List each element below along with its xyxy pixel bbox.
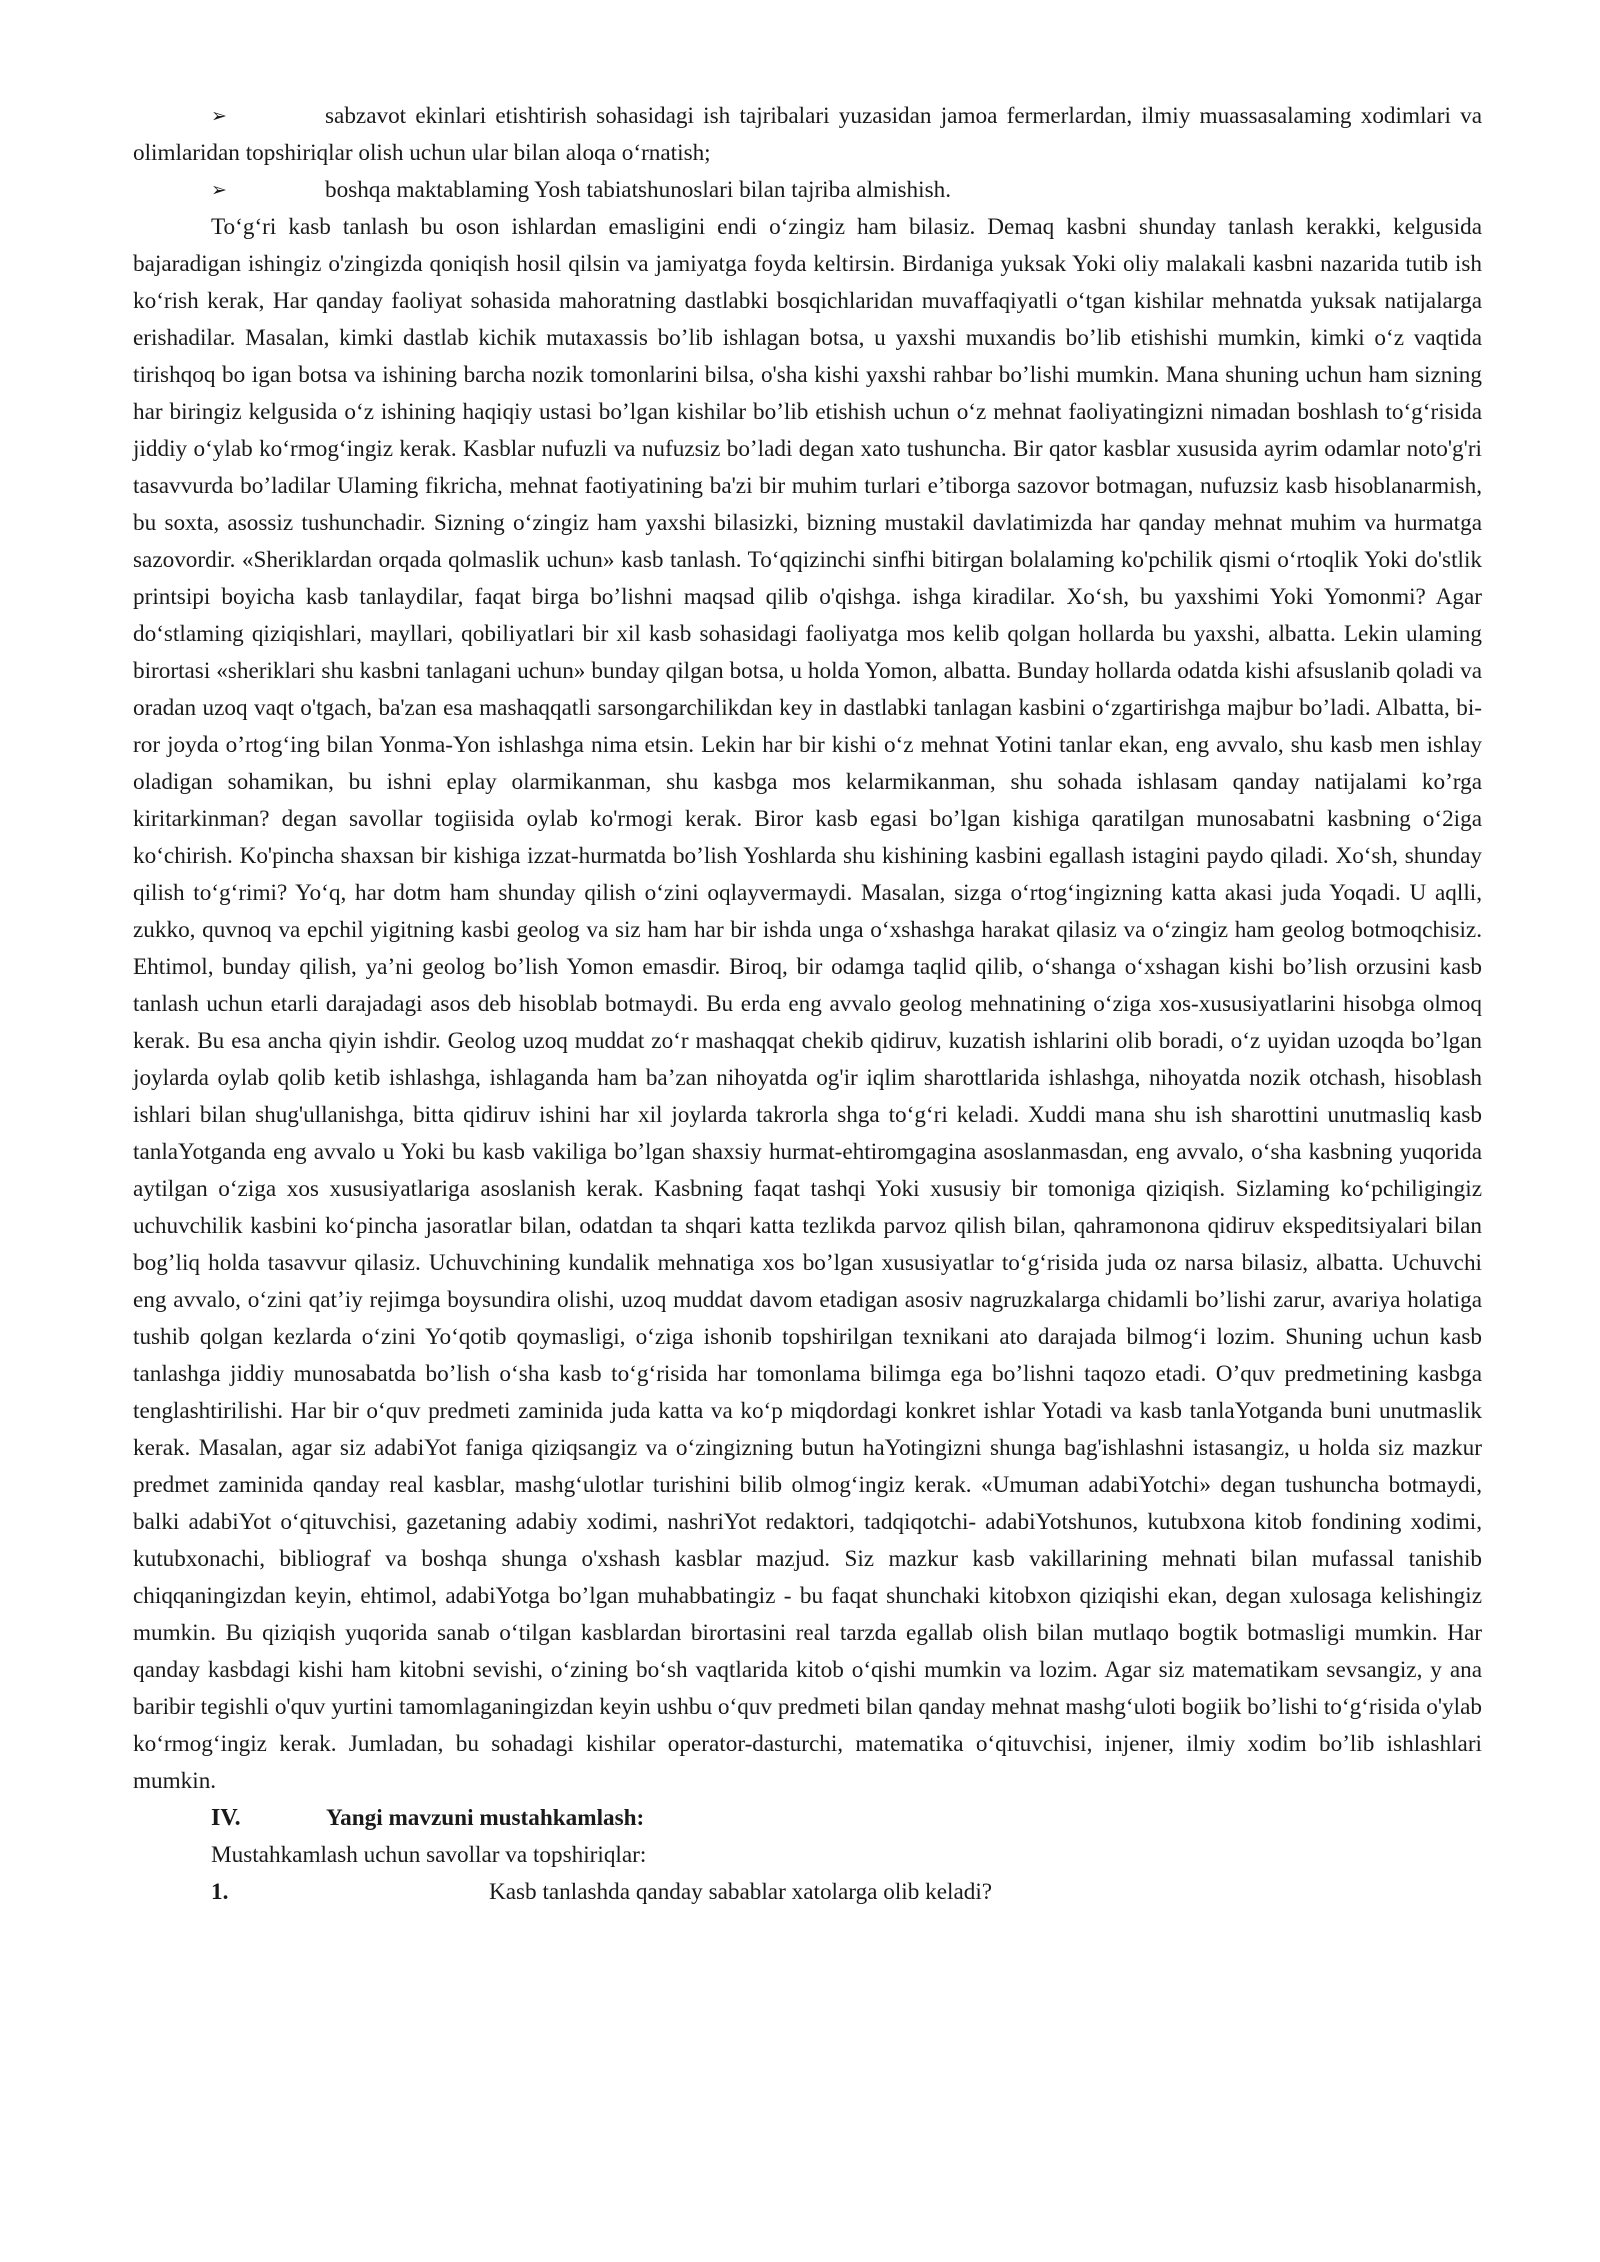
question-number: 1.	[211, 1879, 229, 1905]
bullet-item	[133, 98, 1482, 172]
bullet-item	[133, 172, 1482, 209]
bullet-text: sabzavot ekinlari etishtirish sohasidagi ish tajribalari yuzasidan jamoa fermerlardan, ilmiy muassasalaming xodimlari va olimlaridan topshiriqlar olish uchun ular bilan aloqa o‘rnatish;	[133, 103, 1482, 166]
questions-intro: Mustahkamlash uchun savollar va topshiriqlar:	[211, 1842, 647, 1868]
section-number: IV.	[211, 1805, 241, 1831]
arrow-bullet-icon: ➢	[211, 105, 227, 127]
question-text: Kasb tanlashda qanday sabablar xatolarga olib keladi?	[489, 1879, 993, 1905]
main-paragraph: To‘g‘ri kasb tanlash bu oson ishlardan emasligini endi o‘zingiz ham bilasiz. Demaq kasbni shunday tanlash kerakki, kelgusida bajaradigan ishingiz o'zingizda qoniqish hosil qilsin va jamiyatga foyda keltirsin. Birdaniga yuksak Yoki oliy malakali kasbni nazarida tutib ish ko‘rish kerak, Har qanday faoliyat sohasida mahoratning dastlabki bosqichlaridan muvaffaqiyatli o‘tgan kishilar mehnatda yuksak natijalarga erishadilar. Masalan, kimki dastlab kichik mutaxassis bo’lib ishlagan botsa, u yaxshi muxandis bo’lib etishishi mumkin, kimki o‘z vaqtida tirishqoq bo igan botsa va ishining barcha nozik tomonlarini bilsa, o'sha kishi yaxshi rahbar bo’lishi mumkin. Mana shuning uchun ham sizning har biringiz kelgusida o‘z ishining haqiqiy ustasi bo’lgan kishilar bo’lib etishish uchun o‘z mehnat faoliyatingizni nimadan boshlash to‘g‘risida jiddiy o‘ylab ko‘rmog‘ingiz kerak. Kasblar nufuzli va nufuzsiz bo’ladi degan xato tushuncha. Bir qator kasblar xususida ayrim odamlar noto'g'ri tasavvurda bo’ladilar Ulaming fikricha, mehnat faotiyatining ba'zi bir muhim turlari e’tiborga sazovor botmagan, nufuzsiz kasb hisoblanarmish, bu soxta, asossiz tushunchadir. Sizning o‘zingiz ham yaxshi bilasizki, bizning mustakil davlatimizda har qanday mehnat muhim va hurmatga sazovordir. «Sheriklardan orqada qolmaslik uchun» kasb tanlash. To‘qqizinchi sinfhi bitirgan bolalaming ko'pchilik qismi o‘rtoqlik Yoki do'stlik printsipi boyicha kasb tanlaydilar, faqat birga bo’lishni maqsad qilib o'qishga. ishga kiradilar. Xo‘sh, bu yaxshimi Yoki Yomonmi? Agar do‘stlaming qiziqishlari, mayllari, qobiliyatlari bir xil kasb sohasidagi faoliyatga mos kelib qolgan hollarda bu yaxshi, albatta. Lekin ulaming birortasi «sheriklari shu kasbni tanlagani uchun» bunday qilgan botsa, u holda Yomon, albatta. Bunday hollarda odatda kishi afsuslanib qoladi va oradan uzoq vaqt o'tgach, ba'zan esa mashaqqatli sarsongarchilikdan key in dastlabki tanlagan kasbini o‘zgartirishga majbur bo’ladi. Albatta, bi-ror joyda o’rtog‘ing bilan Yonma-Yon ishlashga nima etsin. Lekin har bir kishi o‘z mehnat Yotini tanlar ekan, eng avvalo, shu kasb men ishlay oladigan sohamikan, bu ishni eplay olarmikanman, shu kasbga mos kelarmikanman, shu sohada ishlasam qanday natijalami ko’rga kiritarkinman? degan savollar togiisida oylab ko'rmogi kerak. Biror kasb egasi bo’lgan kishiga qaratilgan munosabatni kasbning o‘2iga ko‘chirish. Ko'pincha shaxsan bir kishiga izzat-hurmatda bo’lish Yoshlarda shu kishining kasbini egallash istagini paydo qiladi. Xo‘sh, shunday qilish to‘g‘rimi? Yo‘q, har dotm ham shunday qilish o‘zini oqlayvermaydi. Masalan, sizga o‘rtog‘ingizning katta akasi juda Yoqadi. U aqlli, zukko, quvnoq va epchil yigitning kasbi geolog va siz ham har bir ishda unga o‘xshashga harakat qilasiz va o‘zingiz ham geolog botmoqchisiz. Ehtimol, bunday qilish, ya’ni geolog bo’lish Yomon emasdir. Biroq, bir odamga taqlid qilib, o‘shanga o‘xshagan kishi bo’lish orzusini kasb tanlash uchun etarli darajadagi asos deb hisoblab botmaydi. Bu erda eng avvalo geolog mehnatining o‘ziga xos-xususiyatlarini hisobga olmoq kerak. Bu esa ancha qiyin ishdir. Geolog uzoq muddat zo‘r mashaqqat chekib qidiruv, kuzatish ishlarini olib boradi, o‘z uyidan uzoqda bo’lgan joylarda oylab qolib ketib ishlashga, ishlaganda ham ba’zan nihoyatda og'ir iqlim sharottlarida ishlashga, nihoyatda nozik otchash, hisoblash ishlari bilan shug'ullanishga, bitta qidiruv ishini har xil joylarda takrorla shga to‘g‘ri keladi. Xuddi mana shu ish sharottini unutmasliq kasb tanlaYotganda eng avvalo u Yoki bu kasb vakiliga bo’lgan shaxsiy hurmat-ehtiromgagina asoslanmasdan, eng avvalo, o‘sha kasbning yuqorida aytilgan o‘ziga xos xususiyatlariga asoslanish kerak. Kasbning faqat tashqi Yoki xususiy bir tomoniga qiziqish. Sizlaming ko‘pchiligingiz uchuvchilik kasbini ko‘pincha jasoratlar bilan, odatdan ta shqari katta tezlikda parvoz qilish bilan, qahramonona qidiruv ekspeditsiyalari bilan bog’liq holda tasavvur qilasiz. Uchuvchining kundalik mehnatiga xos bo’lgan xususiyatlar to‘g‘risida juda oz narsa bilasiz, albatta. Uchuvchi eng avvalo, o‘zini qat’iy rejimga boysundira olishi, uzoq muddat davom etadigan asosiv nagruzkalarga chidamli bo’lishi zarur, avariya holatiga tushib qolgan kezlarda o‘zini Yo‘qotib qoymasligi, o‘ziga ishonib topshirilgan texnikani ato darajada bilmog‘i lozim. Shuning uchun kasb tanlashga jiddiy munosabatda bo’lish o‘sha kasb to‘g‘risida har tomonlama bilimga ega bo’lishni taqozo etadi. O’quv predmetining kasbga tenglashtirilishi. Har bir o‘quv predmeti zaminida juda katta va ko‘p miqdordagi konkret ishlar Yotadi va kasb tanlaYotganda buni unutmaslik kerak. Masalan, agar siz adabiYot faniga qiziqsangiz va o‘zingizning butun haYotingizni shunga bag'ishlashni istasangiz, u holda siz mazkur predmet zaminida qanday real kasblar, mashg‘ulotlar turishini bilib olmog‘ingiz kerak. «Umuman adabiYotchi» degan tushuncha botmaydi, balki adabiYot o‘qituvchisi, gazetaning adabiy xodimi, nashriYot redaktori, tadqiqotchi- adabiYotshunos, kutubxona kitob fondining xodimi, kutubxonachi, bibliograf va boshqa shunga o'xshash kasblar mazjud. Siz mazkur kasb vakillarining mehnati bilan mufassal tanishib chiqqaningizdan keyin, ehtimol, adabiYotga bo’lgan muhabbatingiz - bu faqat shunchaki kitobxon qiziqishi ekan, degan xulosaga kelishingiz mumkin. Bu qiziqish yuqorida sanab o‘tilgan kasblardan birortasini real tarzda egallab olish bilan mutlaqo bogtik botmasligi mumkin. Har qanday kasbdagi kishi ham kitobni sevishi, o‘zining bo‘sh vaqtlarida kitob o‘qishi mumkin va lozim. Agar siz matematikam sevsangiz, y ana baribir tegishli o'quv yurtini tamomlaganingizdan keyin ushbu o‘quv predmeti bilan qanday mehnat mashg‘uloti bogiik bo’lishi to‘g‘risida o'ylab ko‘rmog‘ingiz kerak. Jumladan, bu sohadagi kishilar operator-dasturchi, matematika o‘qituvchisi, injener, ilmiy xodim bo’lib ishlashlari mumkin.	[133, 214, 1482, 1794]
question-item	[133, 1874, 1482, 1911]
section-title: Yangi mavzuni mustahkamlash:	[326, 1805, 645, 1831]
arrow-bullet-icon: ➢	[211, 179, 227, 201]
bullet-text: boshqa maktablaming Yosh tabiatshunoslari bilan tajriba almishish.	[325, 177, 951, 203]
section-heading	[133, 1800, 1482, 1837]
